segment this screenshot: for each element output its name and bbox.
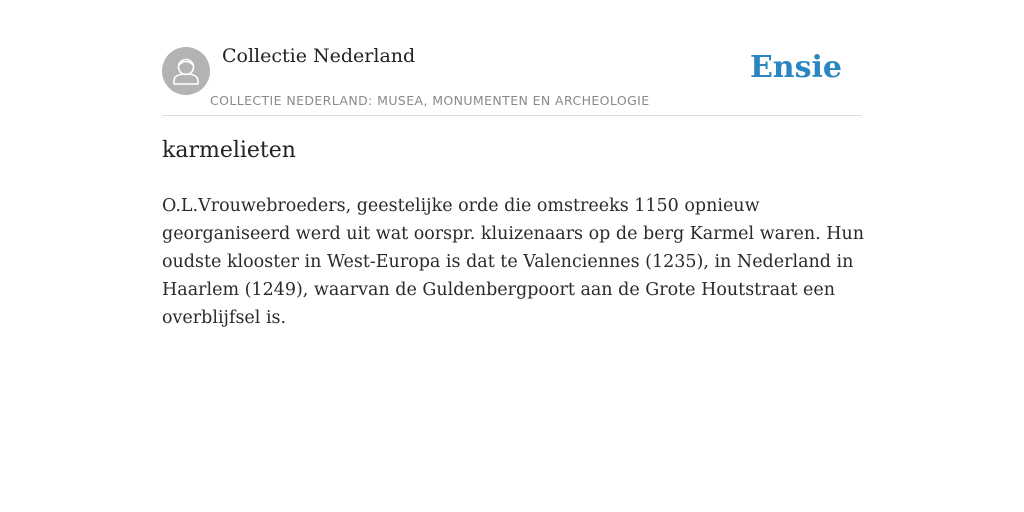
entry-title: karmelieten	[162, 138, 296, 163]
brand-logo[interactable]: Ensie	[749, 50, 842, 85]
article-container	[162, 0, 865, 328]
article-header	[162, 0, 862, 116]
entry-body: O.L.Vrouwebroeders, geestelijke orde die omstreeks 1150 opnieuw georganiseerd werd uit wat oorspr. kluizenaars op de berg Karmel waren. Hun oudste klooster in West-Europa is dat te Valenciennes (1235), in Nederland in Haarlem (1249), waarvan de Guldenbergpoort aan de Grote Houtstraat een overblijfsel is.	[162, 196, 865, 328]
user-avatar-icon	[162, 47, 210, 95]
author-avatar[interactable]	[162, 47, 210, 95]
author-name[interactable]: Collectie Nederland	[222, 45, 416, 67]
collection-label[interactable]: COLLECTIE NEDERLAND: MUSEA, MONUMENTEN EN ARCHEOLOGIE	[210, 93, 650, 108]
